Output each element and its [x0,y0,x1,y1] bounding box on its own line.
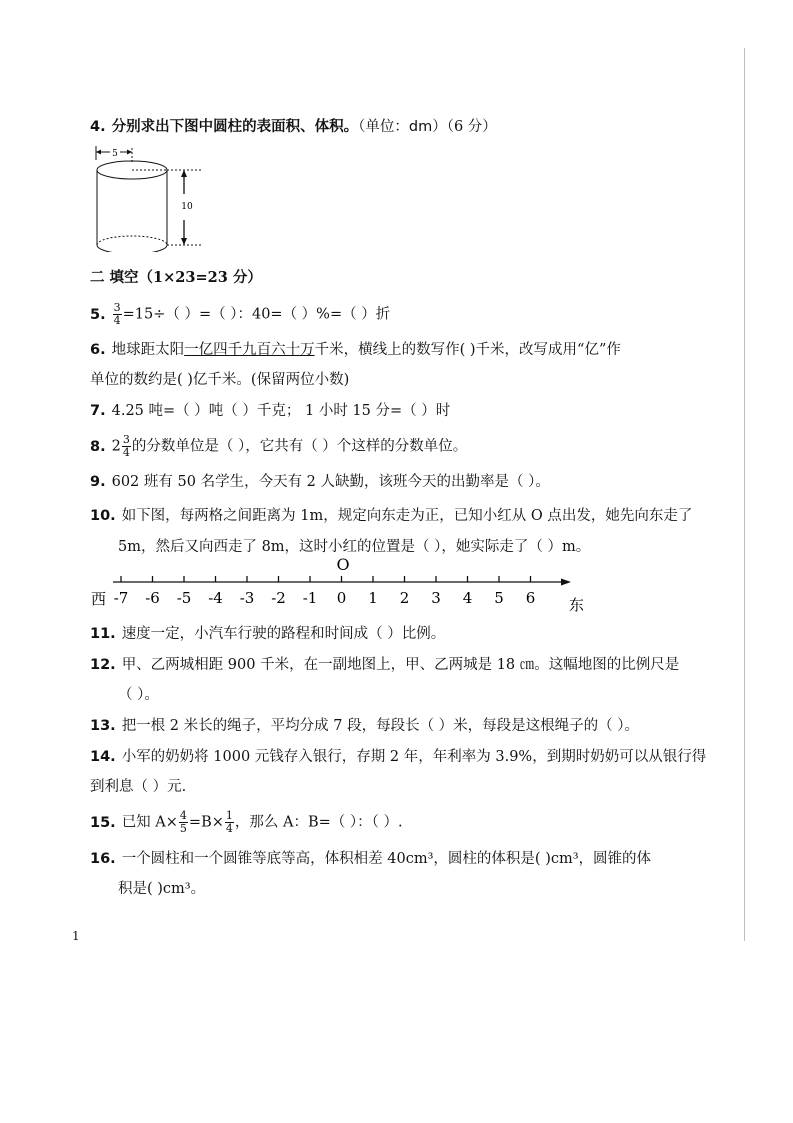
origin-label: O [336,555,350,574]
question-13 [90,716,639,736]
cylinder-figure [88,142,208,252]
tick-label: 4 [462,589,473,607]
question-9 [90,472,550,492]
question-text: 速度一定，小汽车行驶的路程和时间成（ ）比例。 [121,626,446,642]
question-number: 13. [90,718,116,734]
underlined-number: 一亿四千九百六十万 [184,342,315,358]
question-text: 甲、乙两城相距 900 千米，在一副地图上，甲、乙两城是 18 ㎝。这幅地图的比例尺是 [121,657,680,673]
tick-label: -6 [145,589,160,607]
question-4 [90,117,497,137]
question-15: 15. 已知 A× $\frac{4}{5}$ =B× $\frac{1}{4}$ ，那么 A：B=（ ）：（ ）. [90,809,403,835]
question-number: 11. [90,626,116,642]
fraction: $\frac{3}{4}$ [122,433,130,459]
question-10-line2: 5m，然后又向西走了 8m，这时小红的位置是（ ），她实际走了（ ）m。 [118,539,591,555]
mixed-number-whole: 2 [111,438,121,455]
tick-label: 2 [399,589,410,607]
question-11 [90,624,445,644]
question-text: 的分数单位是（ ），它共有（ ）个这样的分数单位。 [131,438,468,455]
question-8 [90,434,467,459]
question-12 [90,655,679,675]
page-number: 1 [72,929,80,943]
question-16-line2: 积是( )cm³。 [118,881,206,897]
tick-label: -3 [239,589,255,607]
west-label: 西 [91,590,107,608]
tick-label: 5 [494,589,504,607]
question-number: 10. [90,508,116,524]
unit-close: ）（6 分） [432,119,497,135]
section-2-title: 二 填空（1×23=23 分） [90,269,262,286]
unit-value: dm [408,119,433,135]
question-number: 12. [90,657,116,673]
question-number: 8. [90,438,106,455]
question-text: 如下图，每两格之间距离为 1m，规定向东走为正，已知小红从 O 点出发，她先向东走了 [121,508,693,524]
question-text: 一个圆柱和一个圆锥等底等高，体积相差 40cm³，圆柱的体积是( )cm³，圆锥的体 [121,851,652,867]
fraction: $\frac{4}{5}$ [179,809,187,835]
height-label: 10 [181,202,193,212]
question-number: 6. [90,342,106,358]
number-line-arrow [561,579,571,586]
question-number: 15. [90,814,116,831]
question-14-line2: 到利息（ ）元. [90,779,187,795]
question-number: 7. [90,403,106,419]
tick-label: -7 [113,589,129,607]
question-text: 小军的奶奶将 1000 元钱存入银行，存期 2 年，年利率为 3.9%，到期时奶奶可以从银行得 [121,749,707,765]
fraction: $\frac{1}{4}$ [225,809,233,835]
fraction: $\frac{3}{4}$ [113,301,121,327]
tick-label: 6 [525,589,536,607]
question-16 [90,849,651,869]
tick-label: 3 [431,589,441,607]
east-label: 东 [569,596,585,614]
tick-label: -2 [271,589,286,607]
question-number: 14. [90,749,116,765]
question-12-line2: （ ）。 [118,687,159,703]
tick-label: -5 [176,589,192,607]
question-text: 4.25 吨=（ ）吨（ ）千克； 1 小时 15 分=（ ）时 [111,403,451,419]
question-7 [90,401,450,421]
question-text: 分别求出下图中圆柱的表面积、体积。 [111,118,359,135]
number-line [85,552,605,614]
question-number: 9. [90,474,106,490]
question-5 [90,302,390,327]
tick-label: 0 [336,589,347,607]
radius-label: 5 [112,149,118,159]
tick-label: -1 [302,589,318,607]
question-number: 5. [90,306,106,323]
question-6: 6. 地球距太阳一亿四千九百六十万千米，横线上的数写作( )千米，改写成用“亿”作 [90,342,621,358]
question-6-line2: 单位的数约是( )亿千米。(保留两位小数) [90,372,350,388]
margin-line [744,48,745,941]
tick-label: -4 [208,589,223,607]
question-text: 把一根 2 米长的绳子，平均分成 7 段，每段长（ ）米，每段是这根绳子的（ ）。 [121,718,640,734]
question-number: 4. [90,119,106,135]
question-text: 602 班有 50 名学生，今天有 2 人缺勤，该班今天的出勤率是（ ）。 [111,474,550,490]
question-text: =15÷（ ）=（ ）：40=（ ）%=（ ）折 [122,306,391,323]
question-10 [90,506,692,526]
question-number: 16. [90,851,116,867]
tick-label: 1 [368,589,378,607]
question-14 [90,747,706,767]
unit-label: （单位： [358,119,409,135]
